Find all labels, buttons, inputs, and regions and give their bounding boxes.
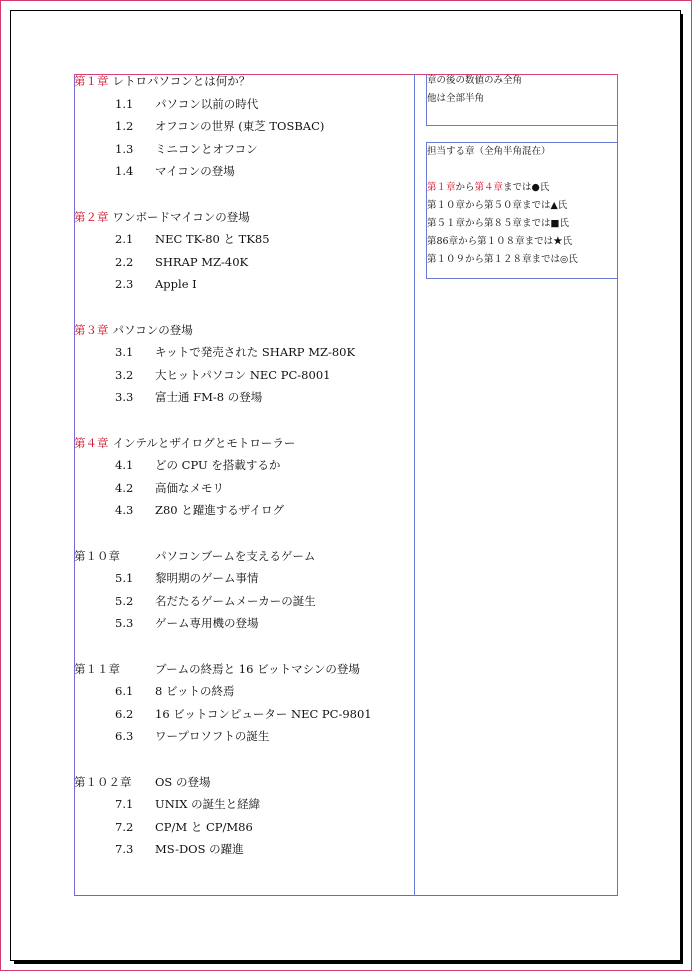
section-number: 5.1	[115, 571, 134, 585]
chapter	[74, 432, 414, 522]
note-heading: 担当する章（全角半角混在）	[427, 146, 551, 157]
note-line: 他は全部半角	[427, 93, 485, 104]
chapter-title	[74, 432, 414, 455]
toc-item	[74, 590, 414, 613]
toc-item	[74, 612, 414, 635]
toc-item	[74, 364, 414, 387]
section-title: 名だたるゲームメーカーの誕生	[155, 593, 316, 608]
chapter-ref: 第４章	[474, 182, 504, 193]
section-number: 6.1	[115, 684, 134, 698]
toc-item	[74, 454, 414, 477]
chapter-number: 第４章	[74, 435, 109, 450]
section-title: 黎明期のゲーム事情	[155, 571, 259, 585]
section-title: どの CPU を搭載するか	[155, 458, 281, 472]
section-number: 6.2	[115, 706, 134, 721]
section-title: 高価なメモリ	[155, 480, 224, 495]
section-number: 7.2	[115, 819, 134, 834]
toc-item	[74, 386, 414, 409]
toc-item	[74, 725, 414, 748]
chapter-title-text: OS の登場	[155, 774, 211, 789]
toc-item	[74, 816, 414, 839]
chapter-title	[74, 545, 414, 568]
chapter-title-text: ワンボードマイコンの登場	[112, 209, 250, 224]
chapter-title-text: ブームの終焉と 16 ビットマシンの登場	[155, 661, 360, 676]
section-title: 8 ビットの終焉	[155, 684, 235, 698]
toc-item	[74, 273, 414, 296]
note-text: までは●氏	[503, 182, 550, 193]
section-number: 2.3	[115, 277, 134, 291]
section-number: 3.1	[115, 345, 134, 359]
section-number: 5.2	[115, 593, 134, 608]
section-number: 4.3	[115, 503, 134, 517]
chapter-number: 第１章	[74, 74, 109, 88]
chapter-title-text: レトロパソコンとは何か？	[112, 74, 251, 88]
toc-item	[74, 567, 414, 590]
section-title: オフコンの世界 (東芝 TOSBAC)	[155, 119, 325, 133]
toc-item	[74, 477, 414, 500]
section-number: 7.1	[115, 797, 134, 811]
toc-item	[74, 160, 414, 183]
chapter-title	[74, 319, 414, 342]
section-number: 6.3	[115, 729, 134, 743]
section-title: UNIX の誕生と経緯	[155, 797, 261, 811]
chapter-ref: 第１章	[427, 182, 456, 193]
section-title: NEC TK-80 と TK85	[155, 232, 270, 246]
chapter	[74, 658, 414, 748]
chapter	[74, 206, 414, 296]
section-number: 2.2	[115, 254, 134, 269]
section-title: マイコンの登場	[155, 164, 235, 178]
chapter	[74, 70, 414, 183]
section-number: 1.4	[115, 164, 134, 178]
section-title: 16 ビットコンピューター NEC PC-9801	[155, 706, 372, 721]
chapter	[74, 771, 414, 861]
section-title: ゲーム専用機の登場	[155, 616, 259, 630]
column-divider	[414, 74, 415, 896]
section-number: 3.2	[115, 367, 134, 382]
section-number: 1.2	[115, 119, 134, 133]
note-box-assignees	[426, 142, 618, 279]
toc-item	[74, 115, 414, 138]
section-title: 富士通 FM-8 の登場	[155, 390, 263, 404]
toc-item	[74, 341, 414, 364]
chapter-title	[74, 771, 414, 794]
note-line: 第86章から第１０８章までは★氏	[427, 236, 573, 247]
toc-item	[74, 251, 414, 274]
section-number: 3.3	[115, 390, 134, 404]
section-number: 2.1	[115, 232, 134, 246]
toc-item	[74, 838, 414, 861]
section-title: SHRAP MZ-40K	[155, 254, 249, 269]
table-of-contents	[74, 70, 414, 884]
section-title: Apple I	[155, 277, 197, 291]
toc-item	[74, 138, 414, 161]
section-number: 1.3	[115, 141, 134, 156]
note-line: 章の後の数値のみ全角	[427, 75, 523, 86]
note-line: 第５１章から第８５章までは■氏	[427, 218, 569, 229]
chapter-number: 第３章	[74, 322, 109, 337]
chapter-number: 第１０章	[74, 548, 120, 563]
section-number: 7.3	[115, 842, 134, 856]
section-title: ワープロソフトの誕生	[155, 729, 270, 743]
chapter-number: 第２章	[74, 209, 109, 224]
section-title: パソコン以前の時代	[155, 96, 259, 111]
chapter	[74, 319, 414, 409]
section-title: CP/M と CP/M86	[155, 819, 253, 834]
section-number: 1.1	[115, 96, 134, 111]
spacer	[427, 161, 618, 179]
toc-item	[74, 793, 414, 816]
section-number: 4.1	[115, 458, 134, 472]
toc-item	[74, 228, 414, 251]
note-line: 第１０章から第５０章までは▲氏	[427, 200, 568, 211]
toc-item	[74, 703, 414, 726]
section-title: キットで発売された SHARP MZ-80K	[155, 345, 356, 359]
chapter-title-text: インテルとザイログとモトローラー	[112, 435, 296, 450]
toc-item	[74, 680, 414, 703]
note-line	[427, 179, 618, 197]
section-title: ミニコンとオフコン	[155, 141, 258, 156]
chapter-title-text: パソコンの登場	[112, 322, 193, 337]
toc-item	[74, 93, 414, 116]
section-title: 大ヒットパソコン NEC PC-8001	[155, 367, 331, 382]
note-line: 第１０９から第１２８章までは◎氏	[427, 254, 578, 265]
section-number: 5.3	[115, 616, 134, 630]
chapter	[74, 545, 414, 635]
chapter-number: 第１１章	[74, 661, 120, 676]
chapter-number: 第１０２章	[74, 774, 132, 789]
chapter-title-text: パソコンブームを支えるゲーム	[155, 548, 316, 563]
section-number: 4.2	[115, 480, 134, 495]
note-box-format	[426, 74, 618, 126]
chapter-title	[74, 70, 414, 93]
chapter-title	[74, 658, 414, 681]
toc-item	[74, 499, 414, 522]
section-title: MS-DOS の躍進	[155, 842, 244, 856]
note-text: から	[455, 182, 475, 193]
chapter-title	[74, 206, 414, 229]
section-title: Z80 と躍進するザイログ	[155, 503, 284, 517]
